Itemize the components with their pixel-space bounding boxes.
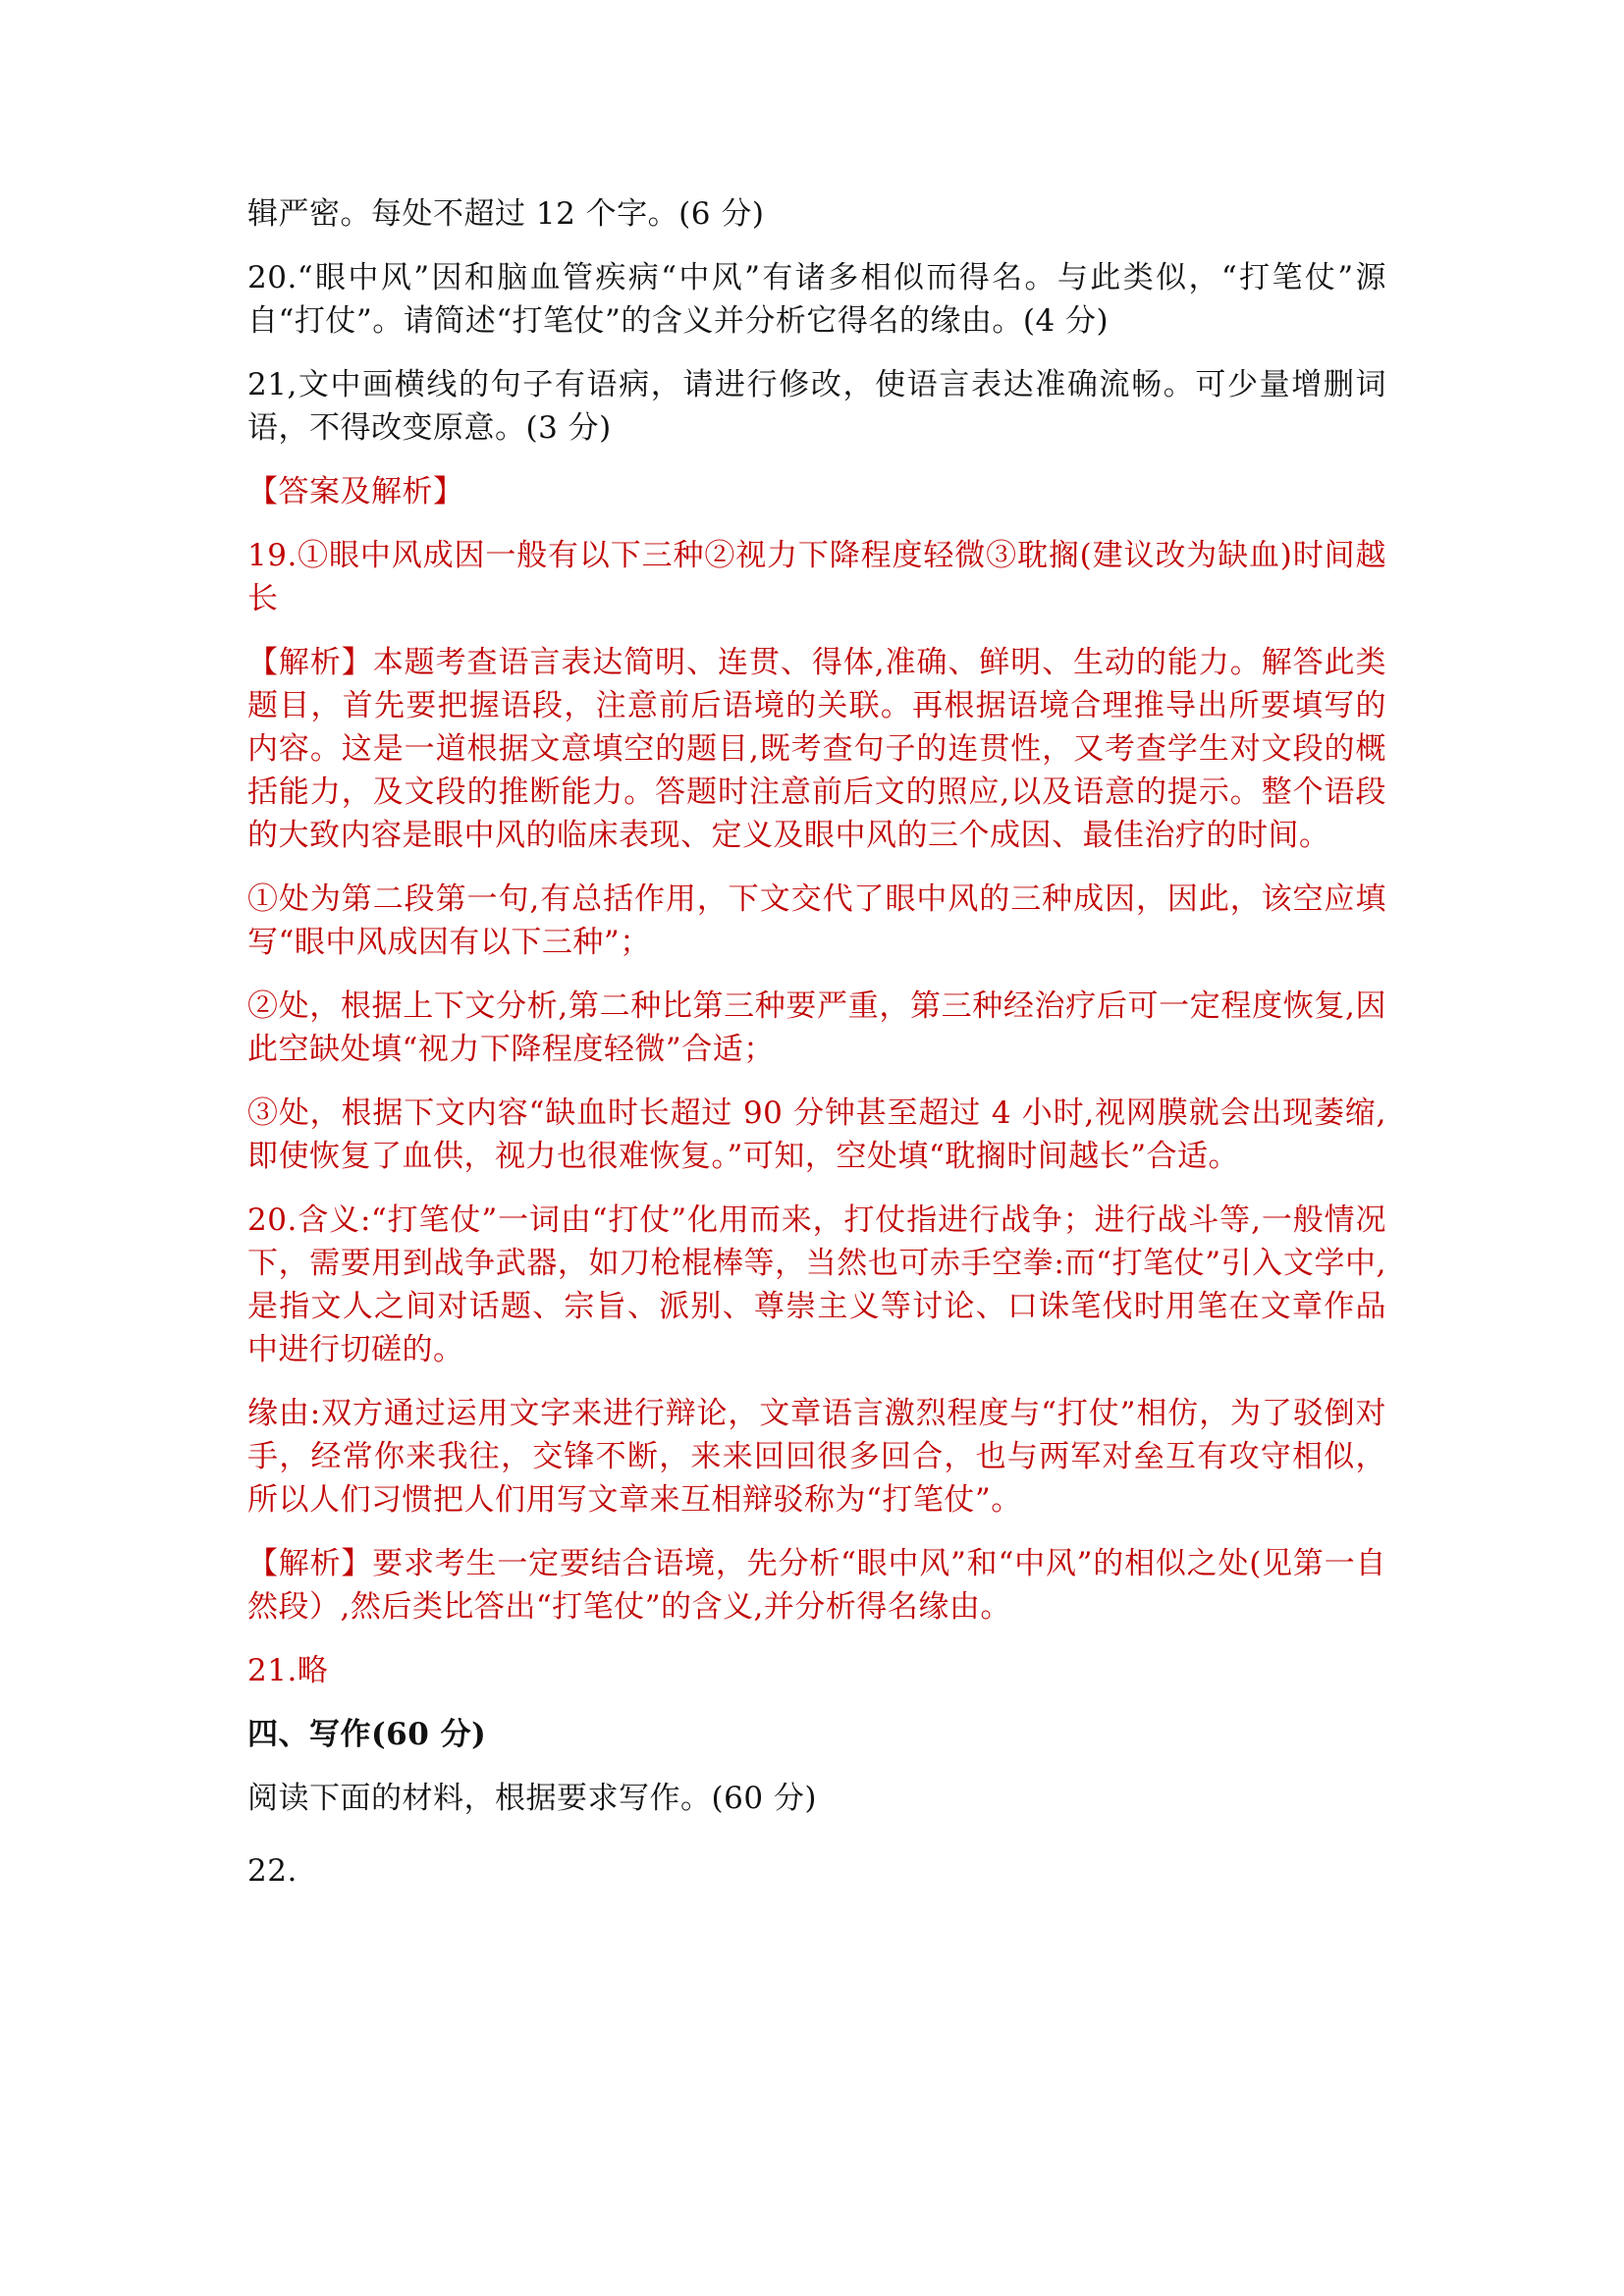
answer-19: 19.①眼中风成因一般有以下三种②视力下降程度轻微③耽搁(建议改为缺血)时间越长	[247, 538, 1386, 616]
analysis-label: 【解析】	[247, 1546, 373, 1581]
question-19-tail: 辑严密。每处不超过 12 个字。(6 分)	[247, 196, 765, 232]
answer-heading: 【答案及解析】	[247, 474, 464, 509]
section-4-heading: 四、写作(60 分)	[247, 1717, 487, 1752]
answer-19-point-3: ③处，根据下文内容“缺血时长超过 90 分钟甚至超过 4 小时,视网膜就会出现萎缩,即使恢复了血供，视力也很难恢复。”可知，空处填“耽搁时间越长”合适。	[247, 1095, 1386, 1174]
answer-19-analysis	[247, 641, 1386, 857]
section-4-instruction: 阅读下面的材料，根据要求写作。(60 分)	[247, 1781, 817, 1816]
analysis-text: 要求考生一定要结合语境，先分析“眼中风”和“中风”的相似之处(见第一自然段）,然后类比答出“打笔仗”的含义,并分析得名缘由。	[247, 1546, 1387, 1625]
answer-20-reason: 缘由:双方通过运用文字来进行辩论，文章语言激烈程度与“打仗”相仿，为了驳倒对手，经常你来我往，交锋不断，来来回回很多回合，也与两军对垒互有攻守相似，所以人们习惯把人们用写文章来互相辩驳称为“打笔仗”。	[247, 1396, 1386, 1518]
answer-21: 21.略	[247, 1653, 329, 1688]
analysis-label: 【解析】	[247, 645, 373, 680]
answer-19-point-1: ①处为第二段第一句,有总括作用，下文交代了眼中风的三种成因，因此，该空应填写“眼中风成因有以下三种”；	[247, 881, 1386, 960]
answer-20-meaning: 20.含义:“打笔仗”一词由“打仗”化用而来，打仗指进行战争；进行战斗等,一般情况下，需要用到战争武器，如刀枪棍棒等，当然也可赤手空拳:而“打笔仗”引入文学中,是指文人之间对话题、宗旨、派别、尊崇主义等讨论、口诛笔伐时用笔在文章作品中进行切磋的。	[247, 1202, 1386, 1367]
analysis-text: 本题考查语言表达简明、连贯、得体,准确、鲜明、生动的能力。解答此类题目，首先要把握语段，注意前后语境的关联。再根据语境合理推导出所要填写的内容。这是一道根据文意填空的题目,既考查句子的连贯性，又考查学生对文段的概括能力，及文段的推断能力。答题时注意前后文的照应,以及语意的提示。整个语段的大致内容是眼中风的临床表现、定义及眼中风的三个成因、最佳治疗的时间。	[247, 645, 1387, 853]
question-22: 22.	[247, 1853, 298, 1889]
document-page	[247, 192, 1386, 1913]
answer-19-point-2: ②处，根据上下文分析,第二种比第三种要严重，第三种经治疗后可一定程度恢复,因此空缺处填“视力下降程度轻微”合适；	[247, 988, 1386, 1067]
question-21: 21,文中画横线的句子有语病，请进行修改，使语言表达准确流畅。可少量增删词语，不得改变原意。(3 分)	[247, 367, 1386, 446]
answer-20-analysis	[247, 1542, 1386, 1629]
question-20: 20.“眼中风”因和脑血管疾病“中风”有诸多相似而得名。与此类似，“打笔仗”源自“打仗”。请简述“打笔仗”的含义并分析它得名的缘由。(4 分)	[247, 260, 1386, 339]
